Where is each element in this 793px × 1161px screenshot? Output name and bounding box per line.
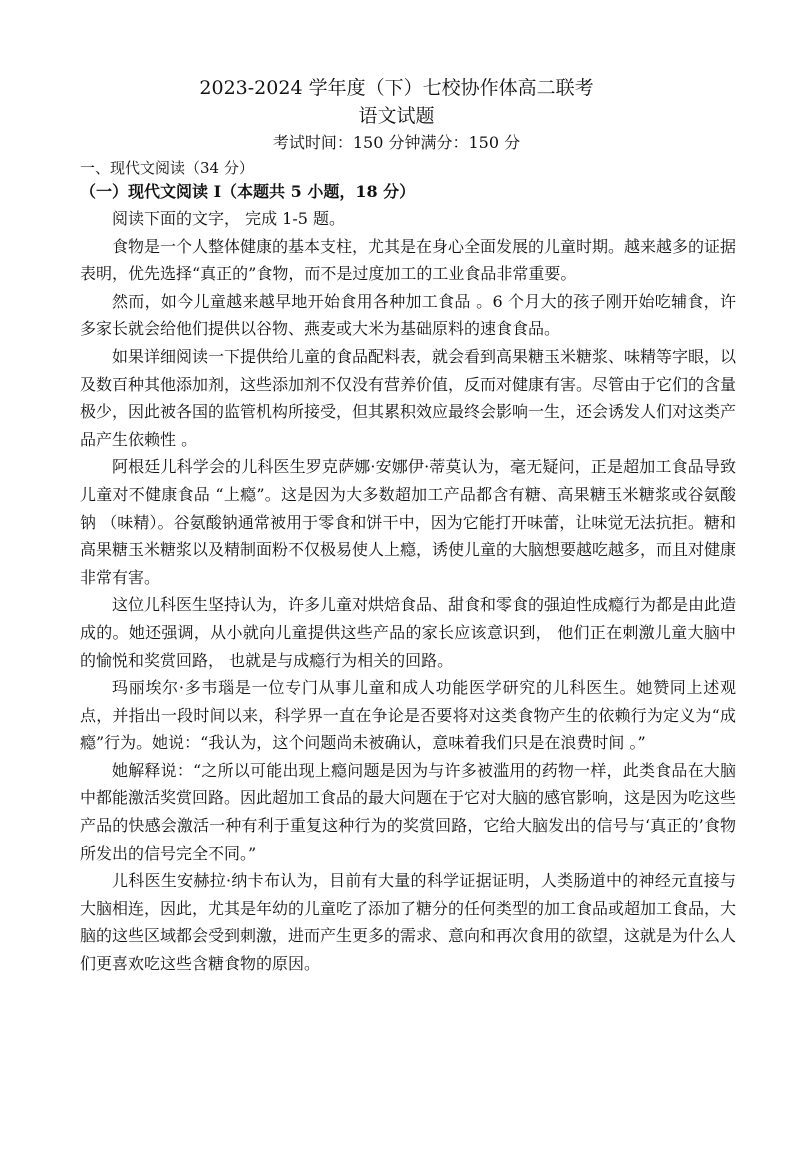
subsection-heading: （一）现代文阅读 I（本题共 5 小题，18 分） bbox=[80, 182, 416, 201]
passage-paragraph: 她解释说：“之所以可能出现上瘾问题是因为与许多被滥用的药物一样，此类食品在大脑中都能激活奖赏回路。因此超加工食品的最大问题在于它对大脑的感官影响，这是因为吃这些产品的快感会激活一种有利于重复这种行为的奖赏回路，它给大脑发出的信号与‘真正的’食物所发出的信号完全不同。” bbox=[80, 760, 737, 863]
passage-paragraph: 阿根廷儿科学会的儿科医生罗克萨娜·安娜伊·蒂莫认为，毫无疑问，正是超加工食品导致儿童对不健康食品 “上瘾”。这是因为大多数超加工产品都含有糖、高果糖玉米糖浆或谷氨酸钠 （味精）。谷氨酸钠通常被用于零食和饼干中，因为它能打开味蕾，让味觉无法抗拒。糖和高果糖玉米糖浆以及精制面粉不仅极易使人上瘾，诱使儿童的大脑想要越吃越多，而且对健康非常有害。 bbox=[80, 457, 737, 587]
reading-passage bbox=[80, 205, 736, 978]
section-heading: 一、现代文阅读（34 分） bbox=[80, 159, 254, 177]
exam-title: 2023-2024 学年度（下）七校协作体高二联考 bbox=[199, 77, 594, 99]
passage-paragraph: 食物是一个人整体健康的基本支柱，尤其是在身心全面发展的儿童时期。越来越多的证据表明，优先选择“真正的”食物，而不是过度加工的工业食品非常重要。 bbox=[80, 236, 737, 284]
passage-paragraph: 这位儿科医生坚持认为，许多儿童对烘焙食品、甜食和零食的强迫性成瘾行为都是由此造成的。她还强调，从小就向儿童提供这些产品的家长应该意识到， 他们正在刺激儿童大脑中的愉悦和奖赏回路， 也就是与成瘾行为相关的回路。 bbox=[80, 595, 737, 670]
passage-paragraph: 如果详细阅读一下提供给儿童的食品配料表，就会看到高果糖玉米糖浆、味精等字眼，以及数百种其他添加剂，这些添加剂不仅没有营养价值，反而对健康有害。尽管由于它们的含量极少，因此被各国的监管机构所接受，但其累积效应最终会影响一生，还会诱发人们对这类产品产生依赖性 。 bbox=[80, 346, 737, 449]
passage-instruction: 阅读下面的文字， 完成 1-5 题。 bbox=[112, 209, 346, 228]
passage-paragraph: 玛丽埃尔·多韦瑙是一位专门从事儿童和成人功能医学研究的儿科医生。她赞同上述观点，并指出一段时间以来，科学界一直在争论是否要将对这类食物产生的依赖行为定义为“成瘾”行为。她说：“我认为，这个问题尚未被确认，意味着我们只是在浪费时间 。” bbox=[80, 678, 736, 753]
passage-paragraph: 然而，如今儿童越来越早地开始食用各种加工食品 。6 个月大的孩子刚开始吃辅食，许多家长就会给他们提供以谷物、燕麦或大米为基础原料的速食食品。 bbox=[80, 291, 736, 339]
exam-time-info: 考试时间：150 分钟满分：150 分 bbox=[272, 133, 521, 152]
passage-paragraph: 儿科医生安赫拉·纳卡布认为，目前有大量的科学证据证明，人类肠道中的神经元直接与大脑相连，因此，尤其是年幼的儿童吃了添加了糖分的任何类型的加工食品或超加工食品，大脑的这些区域都会受到刺激，进而产生更多的需求、意向和再次食用的欲望，这就是为什么人们更喜欢吃这些含糖食物的原因。 bbox=[80, 871, 737, 974]
exam-subject: 语文试题 bbox=[358, 105, 435, 127]
